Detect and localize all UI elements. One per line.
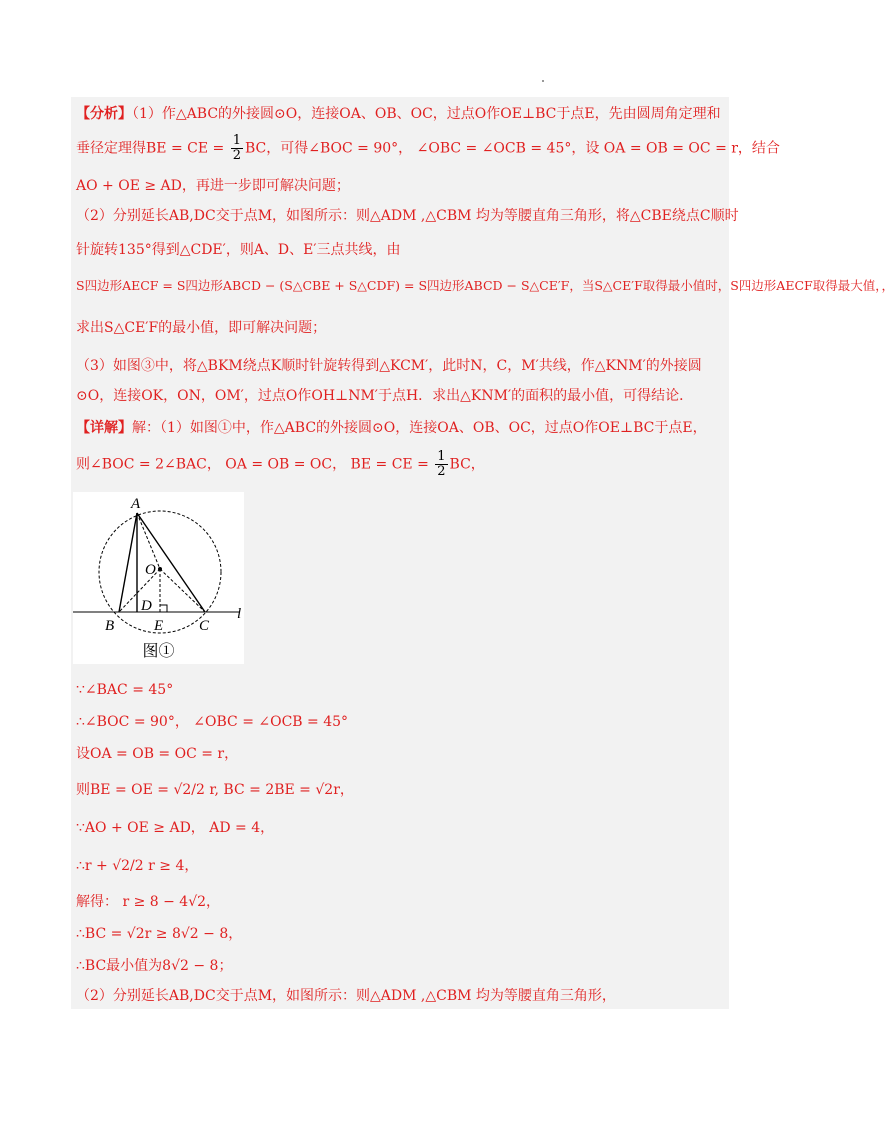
step-5: ∵AO + OE ≥ AD， AD = 4， [76, 820, 275, 836]
analysis-line-1: 【分析】（1）作△ABC的外接圆⊙O，连接OA、OB、OC，过点O作OE⊥BC于点E，先由圆周角定理和 [76, 106, 721, 122]
figure-1 [73, 492, 244, 664]
analysis-heading: 【分析】 [76, 106, 132, 122]
segment-AB [119, 513, 137, 612]
step-8: ∴BC = √2r ≥ 8√2 − 8， [76, 926, 243, 942]
figure-caption: 图① [142, 641, 175, 660]
analysis-line-3: AO + OE ≥ AD，再进一步即可解决问题； [76, 178, 350, 194]
step-4: 则BE = OE = √2/2 r, BC = 2BE = √2r， [76, 782, 354, 798]
analysis-part3-line-1: （3）如图③中，将△BKM绕点K顺时针旋转得到△KCM′，此时N，C，M′共线，作△KNM′的外接圆 [76, 358, 702, 374]
detail-heading: 【详解】 [76, 420, 132, 436]
analysis-line-2: 垂径定理得BE = CE = $\frac{1}{2}$ BC，可得∠BOC = 90°， ∠OBC = ∠OCB = 45°，设 OA = OB = OC = r，结合 [76, 133, 780, 163]
step-7: 解得： r ≥ 8 − 4√2， [76, 894, 221, 910]
label-B: B [105, 618, 115, 634]
label-E: E [154, 618, 164, 634]
step-1: ∵∠BAC = 45° [76, 682, 174, 698]
label-A: A [131, 496, 141, 512]
label-O: O [145, 562, 156, 578]
analysis-part2-line-1: （2）分别延长AB,DC交于点M，如图所示：则△ADM ,△CBM 均为等腰直角三角形，将△CBE绕点C顺时 [76, 208, 739, 224]
step-6: ∴r + √2/2 r ≥ 4， [76, 858, 199, 874]
fraction-half-2: $\frac{1}{2}$ [437, 449, 446, 479]
step-10: （2）分别延长AB,DC交于点M，如图所示：则△ADM ,△CBM 均为等腰直角三角形， [76, 988, 616, 1004]
detail-line-1: 【详解】解：（1）如图①中，作△ABC的外接圆⊙O，连接OA、OB、OC，过点O作OE⊥BC于点E， [76, 420, 707, 436]
corner-mark [542, 80, 544, 82]
detail-line-2: 则∠BOC = 2∠BAC， OA = OB = OC， BE = CE = $\frac{1}{2}$ BC， [76, 449, 485, 479]
right-angle-mark [160, 605, 167, 612]
analysis-part2-line-2: 针旋转135°得到△CDE′，则A、D、E′三点共线，由 [76, 242, 401, 258]
step-9: ∴BC最小值为8√2 − 8； [76, 958, 233, 974]
label-D: D [141, 598, 152, 614]
geometry-diagram [73, 492, 244, 638]
fraction-half: $\frac{1}{2}$ [232, 133, 241, 163]
label-C: C [199, 618, 210, 634]
step-2: ∴∠BOC = 90°， ∠OBC = ∠OCB = 45° [76, 714, 349, 730]
point-O [158, 567, 162, 571]
analysis-part3-line-2: ⊙O，连接OK，ON，OM′，过点O作OH⊥NM′于点H．求出△KNM′的面积的最小值，可得结论． [76, 388, 694, 404]
analysis-part2-line-4: 求出S△CE′F的最小值，即可解决问题； [76, 320, 327, 336]
analysis-part2-line-3: S四边形AECF = S四边形ABCD − (S△CBE + S△CDF) = S四边形ABCD − S△CE′F，当S△CE′F取得最小值时，S四边形AECF取得最大值，， [76, 278, 894, 293]
label-l: l [237, 606, 242, 622]
step-3: 设OA = OB = OC = r， [76, 746, 239, 762]
